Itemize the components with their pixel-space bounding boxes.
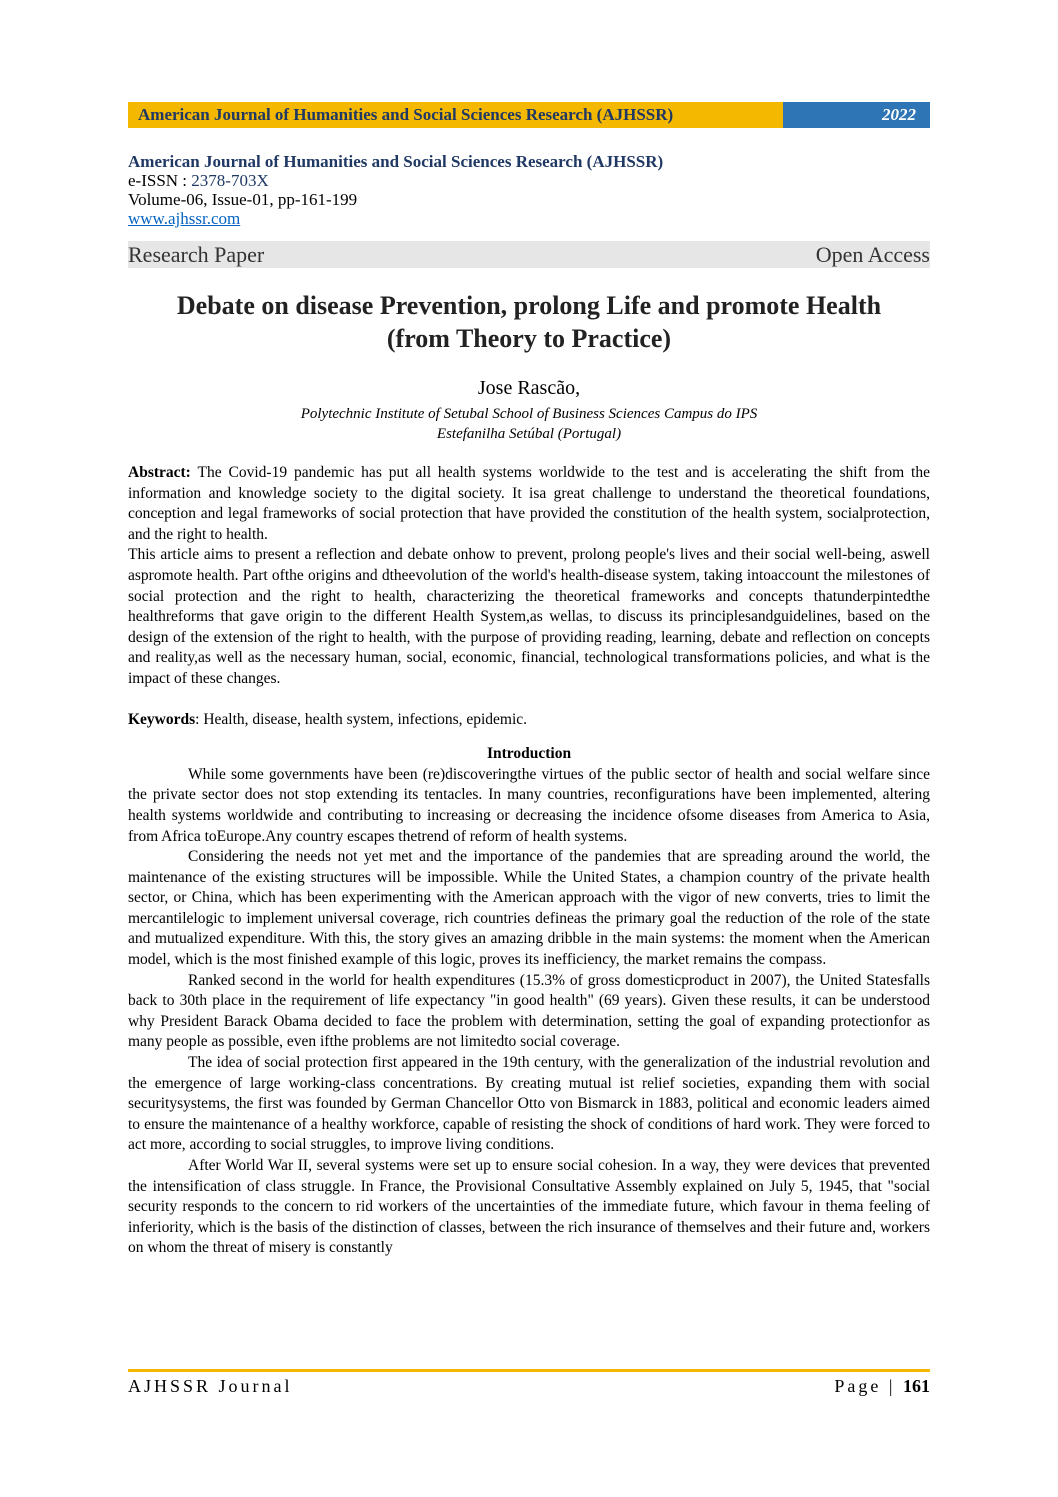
keywords-paragraph [128, 710, 930, 731]
footer-page [834, 1376, 930, 1398]
introduction-heading: Introduction [486, 745, 572, 763]
intro-paragraph: Ranked second in the world for health expenditures (15.3% of gross domesticproduct in 2007), the United Statesfalls back to 30th place in the requirement of life expectancy "in good health" (69 years). Given these results, it can be understood why President Barack Obama decided to face the problem with determination, setting the goal of expanding protectionfor as many people as possible, even ifthe problems are not limitedto social coverage. [128, 971, 930, 1051]
paper-type: Research Paper [128, 241, 265, 267]
volume-line: Volume-06, Issue-01, pp-161-199 [128, 190, 358, 209]
journal-website-link[interactable]: www.ajhssr.com [128, 209, 241, 228]
journal-header-band [128, 102, 930, 128]
paper-body [128, 463, 930, 1259]
abstract-text-1: The Covid-19 pandemic has put all health systems worldwide to the test and is accelerating the shift from the information and knowledge society to the digital society. It isa great challenge to understand the theoretical foundations, conception and legal frameworks of social protection that have provided the constitution of the health system, socialprotection, and the right to health. [128, 464, 930, 543]
title-line-1: Debate on disease Prevention, prolong Life and promote Health [176, 291, 882, 320]
author-name: Jose Rascão, [477, 377, 581, 399]
page-footer [128, 1376, 930, 1398]
author-affiliation [128, 404, 930, 444]
footer-journal: AJHSSR Journal [128, 1376, 293, 1396]
footer-rule [128, 1369, 930, 1372]
intro-paragraph: After World War II, several systems were set up to ensure social cohesion. In a way, they were devices that prevented the intensification of class struggle. In France, the Provisional Consultative Assembly explained on July 5, 1945, that "social security responds to the concern to rid workers of the uncertainties of the immediate future, which favour in thema feeling of inferiority, which is the basis of the distinction of classes, between the rich insurance of themselves and their future and, workers on whom the threat of misery is constantly [128, 1157, 930, 1257]
abstract-paragraph [128, 463, 930, 545]
abstract-label: Abstract: [128, 464, 191, 481]
issn-label: e-ISSN : [128, 171, 192, 190]
page-number: 161 [903, 1376, 930, 1396]
abstract-text-2: This article aims to present a reflection and debate onhow to prevent, prolong people's lives and their social well-being, aswell aspromote health. Part ofthe origins and dtheevolution of the world's health-disease system, taking intoaccount the milestones of social protection and the right to health, characterizing the theoretical frameworks and concepts thatunderpintedthe healthreforms that gave origin to the different Health System,as wellas, to discuss its principlesandguidelines, based on the design of the extension of the right to health, with the purpose of providing reading, learning, debate and reflection on concepts and reality,as well as the necessary human, social, economic, financial, technological transformations policies, and what is the impact of these changes. [128, 546, 930, 687]
paper-type-bar [128, 241, 930, 268]
paper-title [100, 289, 958, 355]
journal-meta [128, 152, 930, 228]
affiliation-line-2: Estefanilha Setúbal (Portugal) [436, 426, 622, 442]
issn-line [128, 171, 930, 190]
keywords-label: Keywords [128, 710, 196, 728]
header-journal-name: American Journal of Humanities and Social Sciences Research (AJHSSR) [128, 102, 783, 128]
affiliation-line-1: Polytechnic Institute of Setubal School of Business Sciences Campus do IPS [300, 406, 758, 422]
intro-paragraph: Considering the needs not yet met and the importance of the pandemies that are spreading around the world, the maintenance of the existing structures will be impossible. While the United States, a champion country of the private health sector, or China, which has been experimenting with the American approach with the vigor of new converts, tries to limit the mercantilelogic to implement universal coverage, rich countries defineas the primary goal the reduction of the role of the state and mutualized expenditure. With this, the story gives an amazing dribble in the main systems: the moment when the American model, which is the most finished example of this logic, proves its inefficiency, the market remains the compass. [128, 848, 930, 969]
keywords-text: : Health, disease, health system, infections, epidemic. [195, 710, 528, 728]
intro-paragraph: The idea of social protection first appeared in the 19th century, with the generalization of the industrial revolution and the emergence of large working-class concentrations. By creating mutual ist relief societies, expanding them with social securitysystems, the first was founded by German Chancellor Otto von Bismarck in 1883, political and economic leaders aimed to ensure the maintenance of a healthy workforce, capable of resisting the shock of conditions of hard work. They were forced to act more, according to social struggles, to improve living conditions. [128, 1054, 930, 1154]
journal-title: American Journal of Humanities and Social Sciences Research (AJHSSR) [128, 152, 664, 171]
access-type: Open Access [815, 241, 930, 267]
intro-paragraph: While some governments have been (re)discoveringthe virtues of the public sector of health and social welfare since the private sector does not stop extending its tentacles. In many countries, reconfigurations have been implemented, altering health systems worldwide and contributing to increasing or decreasing the incidence ofsome diseases from America to Asia, from Africa toEurope.Any country escapes thetrend of reform of health systems. [128, 765, 930, 845]
title-line-2: (from Theory to Practice) [386, 324, 672, 353]
header-year: 2022 [783, 102, 930, 128]
issn-number: 2378-703X [191, 171, 269, 190]
page-label: Page | [834, 1376, 903, 1396]
